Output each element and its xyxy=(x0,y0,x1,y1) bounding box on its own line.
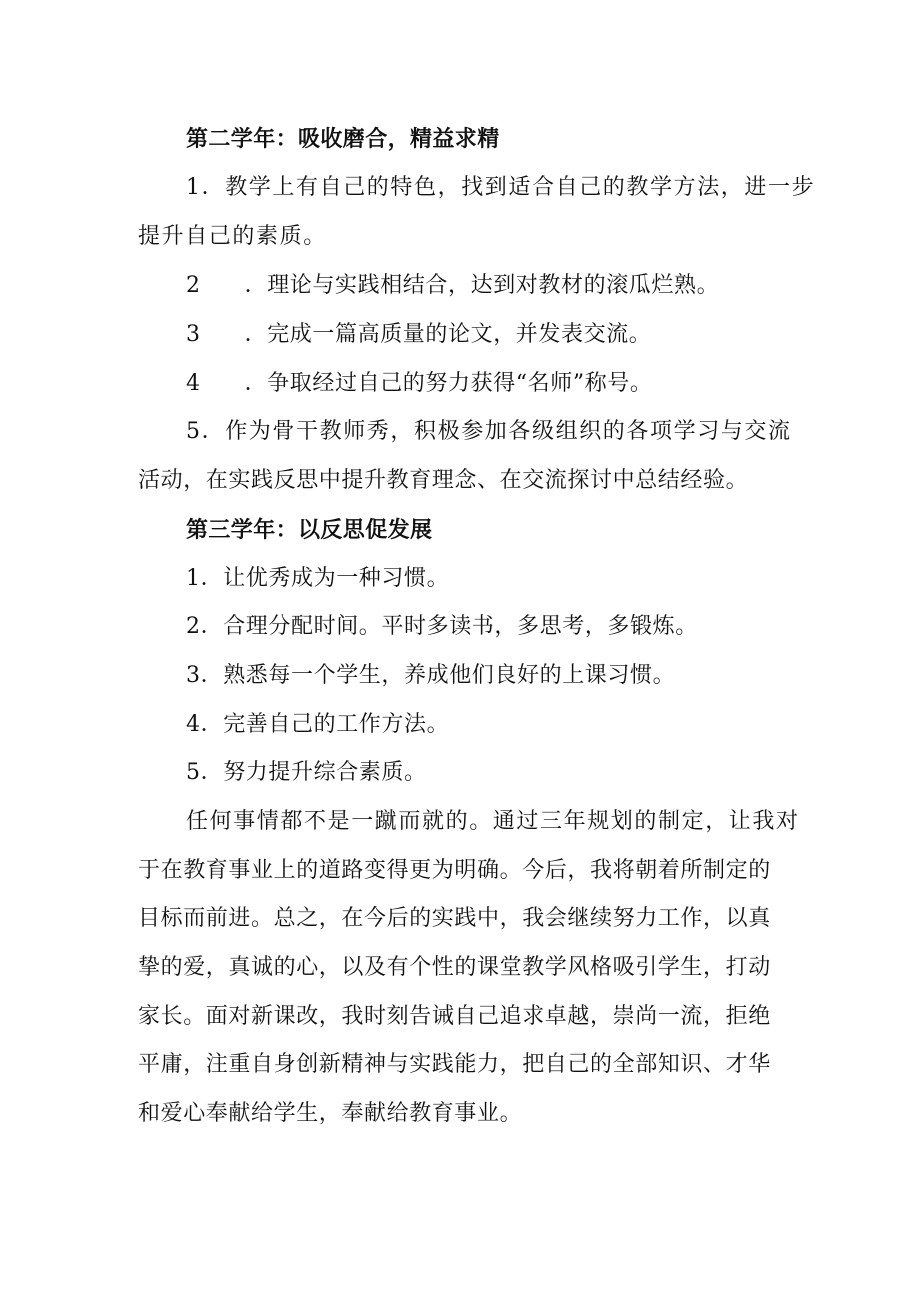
year3-item-3: 3．熟悉每一个学生，养成他们良好的上课习惯。 xyxy=(186,663,676,688)
year3-heading: 第三学年：以反思促发展 xyxy=(186,517,433,543)
year2-item-1-line2: 提升自己的素质。 xyxy=(138,224,327,249)
conclusion-line-7: 和爱心奉献给学生，奉献给教育事业。 xyxy=(138,1101,523,1126)
year3-item-1: 1．让优秀成为一种习惯。 xyxy=(186,566,450,591)
year2-item-3-number: 3 xyxy=(186,322,201,347)
year2-item-4-number: 4 xyxy=(186,371,201,396)
year3-item-5: 5．努力提升综合素质。 xyxy=(186,760,427,785)
year2-item-1-line1: 1．教学上有自己的特色，找到适合自己的教学方法，进一步 xyxy=(186,175,816,200)
year2-item-2-number: 2 xyxy=(186,273,201,298)
conclusion-line-6: 平庸，注重自身创新精神与实践能力，把自己的全部知识、才华 xyxy=(138,1052,771,1077)
year2-item-2 xyxy=(186,271,719,301)
year2-item-3-text: ．完成一篇高质量的论文，并发表交流。 xyxy=(244,322,652,347)
year2-item-5-line1: 5．作为骨干教师秀，积极参加各级组织的各项学习与交流 xyxy=(186,419,792,444)
year2-item-5-line2: 活动，在实践反思中提升教育理念、在交流探讨中总结经验。 xyxy=(138,468,749,493)
year2-item-4 xyxy=(186,369,653,399)
conclusion-line-5: 家长。面对新课改，我时刻告诫自己追求卓越，崇尚一流，拒绝 xyxy=(138,1004,771,1029)
year3-item-2: 2．合理分配时间。平时多读书，多思考，多锻炼。 xyxy=(186,614,698,639)
year2-heading: 第二学年：吸收磨合，精益求精 xyxy=(186,126,500,152)
conclusion-line-2: 于在教育事业上的道路变得更为明确。今后，我将朝着所制定的 xyxy=(138,858,771,883)
conclusion-line-3: 目标而前进。总之，在今后的实践中，我会继续努力工作，以真 xyxy=(138,906,771,931)
conclusion-line-1: 任何事情都不是一蹴而就的。通过三年规划的制定，让我对 xyxy=(186,809,800,834)
year2-item-4-text: ．争取经过自己的努力获得“名师”称号。 xyxy=(244,371,653,396)
year3-item-4: 4．完善自己的工作方法。 xyxy=(186,712,450,737)
year2-item-3 xyxy=(186,320,651,350)
year2-item-2-text: ．理论与实践相结合，达到对教材的滚瓜烂熟。 xyxy=(244,273,720,298)
conclusion-line-4: 挚的爱，真诚的心，以及有个性的课堂教学风格吸引学生，打动 xyxy=(138,955,771,980)
